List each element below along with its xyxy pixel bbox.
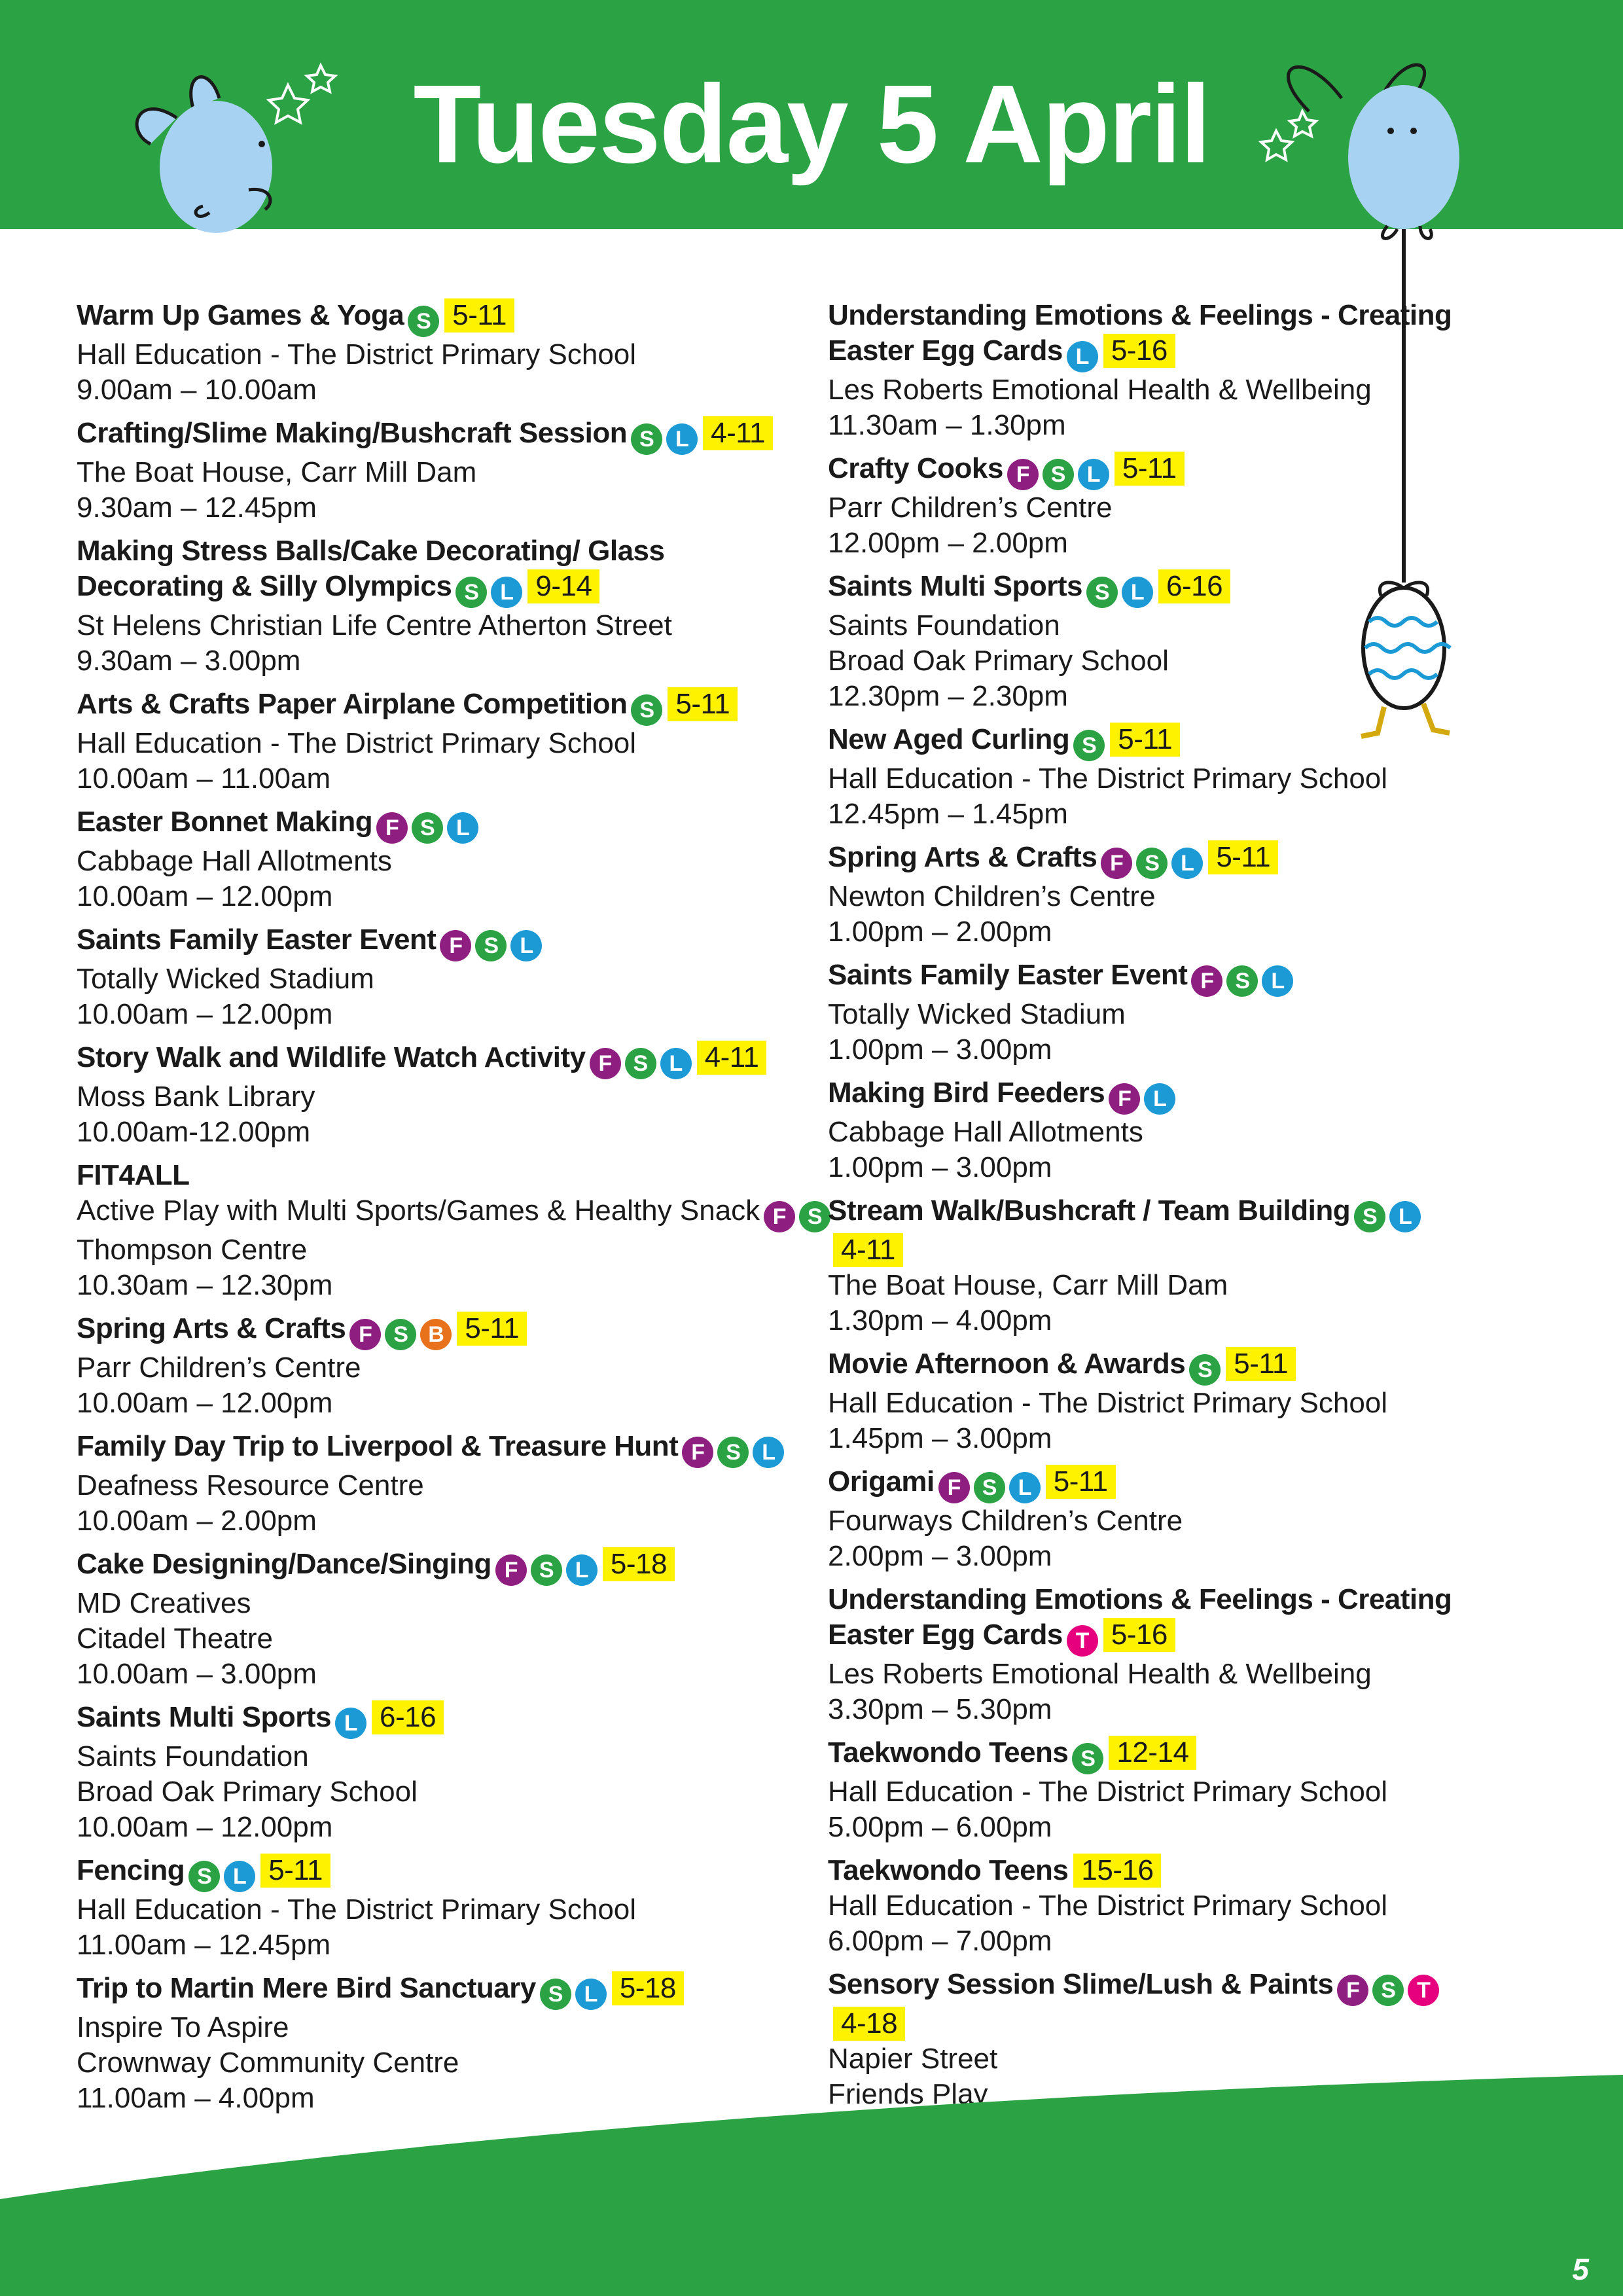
age-range-badge: 6-16	[372, 1700, 444, 1734]
event-title-line	[77, 1971, 816, 2010]
age-range-badge: 4-11	[697, 1041, 767, 1075]
event-detail-line	[77, 1621, 816, 1657]
age-range-badge: 5-11	[1046, 1465, 1116, 1499]
event-detail-text: Hall Education - The District Primary School	[77, 1893, 637, 1926]
badge-f-icon: F	[590, 1048, 621, 1079]
event-detail-text: 11.30am – 1.30pm	[828, 409, 1066, 441]
event-detail-text: Saints Foundation	[828, 609, 1060, 641]
event-detail-text: Friends Play	[828, 2078, 988, 2110]
event-detail-line	[77, 726, 816, 761]
age-range-badge: 5-11	[444, 298, 514, 332]
event-detail-text: 1.00pm – 3.00pm	[828, 1151, 1052, 1183]
event-detail-text: Cabbage Hall Allotments	[77, 845, 392, 877]
badge-f-icon: F	[1191, 965, 1222, 997]
event-detail-line	[828, 1774, 1456, 1810]
event-detail-text: 12.30pm – 2.30pm	[828, 680, 1068, 712]
event-detail-line	[77, 455, 816, 490]
event-item	[828, 451, 1456, 561]
event-title: Spring Arts & Crafts	[77, 1312, 346, 1344]
event-item	[77, 298, 816, 408]
event-detail-line	[77, 1928, 816, 1963]
event-title: Trip to Martin Mere Bird Sanctuary	[77, 1972, 536, 2004]
event-item	[828, 298, 1456, 443]
event-title: Making Stress Balls/Cake Decorating/ Glass Decorating & Silly Olympics	[77, 535, 665, 602]
badge-l-icon: L	[491, 577, 522, 608]
event-item	[77, 922, 816, 1032]
event-title-line	[828, 722, 1456, 761]
badge-s-icon: S	[1043, 459, 1074, 490]
event-detail-line	[77, 1386, 816, 1421]
age-range-badge: 5-11	[457, 1312, 527, 1346]
events-left-column	[77, 298, 823, 2124]
event-title-line	[828, 1346, 1456, 1386]
badge-s-icon: S	[1072, 1743, 1103, 1774]
badge-s-icon: S	[631, 423, 662, 455]
event-detail-text: Totally Wicked Stadium	[77, 963, 374, 995]
event-detail-line	[77, 337, 816, 372]
event-item	[77, 416, 816, 526]
event-detail-text: 10.00am-12.00pm	[77, 1116, 311, 1148]
age-range-badge: 5-11	[668, 687, 738, 721]
event-detail-line	[77, 1468, 816, 1503]
event-item	[77, 1853, 816, 1963]
event-detail-text: Citadel Theatre	[77, 1623, 274, 1655]
event-detail-line	[77, 1503, 816, 1539]
event-detail-line	[828, 1539, 1456, 1574]
event-title-line	[77, 1853, 816, 1892]
event-detail-text: The Boat House, Carr Mill Dam	[77, 456, 477, 488]
event-title-line	[77, 1429, 816, 1468]
event-detail-text: Fourways Children’s Centre	[828, 1505, 1183, 1537]
event-item	[828, 1464, 1456, 1574]
badge-s-icon: S	[188, 1861, 220, 1892]
event-detail-line	[828, 1032, 1456, 1067]
event-detail-text: Napier Street	[828, 2043, 998, 2075]
event-title: Crafting/Slime Making/Bushcraft Session	[77, 417, 628, 449]
badge-l-icon: L	[1078, 459, 1109, 490]
event-title-line	[828, 298, 1456, 372]
event-item	[77, 1158, 823, 1303]
event-detail-text: MD Creatives	[77, 1587, 251, 1619]
badge-s-icon: S	[540, 1979, 571, 2010]
event-title: Spring Arts & Crafts	[828, 841, 1097, 873]
event-detail-text: 2.00pm – 3.00pm	[828, 1540, 1052, 1572]
event-detail-text: Inspire To Aspire	[77, 2011, 289, 2043]
event-detail-line	[828, 761, 1456, 797]
badge-l-icon: L	[1122, 577, 1153, 608]
event-detail-text: Deafness Resource Centre	[77, 1469, 424, 1501]
event-title: Taekwondo Teens	[828, 1736, 1069, 1768]
badge-s-icon: S	[531, 1554, 562, 1586]
event-detail-line	[77, 1115, 816, 1150]
badge-s-icon: S	[625, 1048, 656, 1079]
event-detail-line	[77, 1232, 816, 1268]
event-detail-text: 10.00am – 12.00pm	[77, 880, 333, 912]
event-title-line	[77, 533, 816, 608]
event-title: Story Walk and Wildlife Watch Activity	[77, 1041, 586, 1073]
event-detail-line	[77, 879, 816, 914]
badge-s-icon: S	[1086, 577, 1118, 608]
event-title-line	[828, 1582, 1456, 1657]
page-number: 5	[1572, 2252, 1589, 2286]
badge-s-icon: S	[475, 930, 507, 961]
badge-l-icon: L	[447, 812, 478, 844]
event-item	[828, 1582, 1456, 1727]
event-detail-line	[828, 408, 1456, 443]
event-detail-text: 9.30am – 12.45pm	[77, 492, 317, 524]
event-title: Understanding Emotions & Feelings - Creating Easter Egg Cards	[828, 299, 1452, 367]
badge-f-icon: F	[495, 1554, 527, 1586]
age-range-badge: 5-11	[260, 1854, 330, 1888]
badge-s-icon: S	[799, 1201, 830, 1232]
event-detail-line	[77, 490, 816, 526]
footer-wave	[0, 2068, 1623, 2296]
event-detail-text: The Boat House, Carr Mill Dam	[828, 1269, 1228, 1301]
event-detail-text: 12.45pm – 1.45pm	[828, 798, 1068, 830]
event-detail-line	[828, 1303, 1456, 1338]
event-detail-text: 9.30am – 3.00pm	[77, 645, 301, 677]
event-detail-line	[828, 679, 1456, 714]
event-title: Making Bird Feeders	[828, 1077, 1105, 1109]
event-detail-line	[77, 643, 816, 679]
badge-f-icon: F	[376, 812, 408, 844]
event-detail-text: Crownway Community Centre	[77, 2047, 459, 2079]
event-item	[828, 1346, 1456, 1456]
badge-s-icon: S	[631, 694, 662, 726]
event-detail-text: Hall Education - The District Primary School	[828, 1776, 1388, 1808]
event-item	[828, 840, 1456, 950]
event-item	[77, 1700, 816, 1845]
badge-s-icon: S	[1136, 848, 1168, 879]
event-detail-line	[828, 1810, 1456, 1845]
event-detail-line	[77, 844, 816, 879]
badge-s-icon: S	[974, 1472, 1005, 1503]
event-detail-line	[77, 1268, 816, 1303]
event-item	[828, 1075, 1456, 1185]
event-detail-text: Hall Education - The District Primary School	[828, 1387, 1388, 1419]
badge-s-icon: S	[412, 812, 443, 844]
event-detail-text: Saints Foundation	[77, 1740, 309, 1772]
badge-s-icon: S	[1354, 1201, 1385, 1232]
event-item	[77, 1311, 816, 1421]
event-title: Cake Designing/Dance/Singing	[77, 1548, 491, 1580]
badge-f-icon: F	[1109, 1083, 1140, 1115]
event-detail-text: Les Roberts Emotional Health & Wellbeing	[828, 1658, 1372, 1690]
badge-l-icon: L	[335, 1708, 366, 1739]
age-range-badge: 12-14	[1109, 1736, 1196, 1770]
event-detail-text: Parr Children’s Centre	[828, 492, 1113, 524]
event-title: Crafty Cooks	[828, 452, 1003, 484]
event-title-line	[77, 687, 816, 726]
event-detail-line	[77, 1586, 816, 1621]
badge-f-icon: F	[1007, 459, 1039, 490]
event-detail-text: 1.00pm – 3.00pm	[828, 1033, 1052, 1066]
event-item	[77, 1429, 816, 1539]
event-detail-text: 5.00pm – 6.00pm	[828, 1811, 1052, 1843]
event-title: Movie Afternoon & Awards	[828, 1348, 1186, 1380]
event-title: Saints Multi Sports	[828, 570, 1082, 602]
event-title: Warm Up Games & Yoga	[77, 299, 404, 331]
badge-l-icon: L	[510, 930, 542, 961]
event-detail-line	[828, 914, 1456, 950]
event-title: Saints Family Easter Event	[828, 959, 1188, 991]
event-detail-line	[77, 1350, 816, 1386]
badge-l-icon: L	[666, 423, 698, 455]
event-detail-line	[77, 1774, 816, 1810]
event-detail-line	[77, 1657, 816, 1692]
event-title: FIT4ALL	[77, 1159, 190, 1191]
event-detail-text: Totally Wicked Stadium	[828, 998, 1126, 1030]
event-detail-line	[828, 1386, 1456, 1421]
event-title-line	[828, 569, 1456, 608]
age-range-badge: 6-16	[1158, 569, 1230, 603]
event-item	[828, 958, 1456, 1067]
event-detail-text: 10.00am – 2.00pm	[77, 1505, 317, 1537]
event-item	[828, 1853, 1456, 1959]
event-detail-text: 10.00am – 12.00pm	[77, 1811, 333, 1843]
event-detail-text: Hall Education - The District Primary School	[77, 338, 637, 370]
event-detail-line	[828, 1503, 1456, 1539]
event-detail-line	[828, 1692, 1456, 1727]
event-detail-text: 9.00am – 10.00am	[77, 374, 317, 406]
badge-f-icon: F	[1101, 848, 1132, 879]
event-title-line	[77, 1158, 816, 1193]
age-range-badge: 4-11	[833, 1233, 903, 1267]
badge-l-icon: L	[1171, 848, 1203, 879]
event-detail-text: Hall Education - The District Primary School	[828, 762, 1388, 795]
badge-f-icon: F	[938, 1472, 970, 1503]
event-detail-text: 10.00am – 12.00pm	[77, 1387, 333, 1419]
event-title-line	[828, 1193, 1456, 1268]
event-detail-text: 3.30pm – 5.30pm	[828, 1693, 1052, 1725]
badge-f-icon: F	[349, 1319, 381, 1350]
event-detail-line	[828, 1150, 1456, 1185]
event-title: Easter Bonnet Making	[77, 806, 373, 838]
event-detail-line	[828, 372, 1456, 408]
event-title-line	[77, 298, 816, 337]
age-range-badge: 5-16	[1103, 1618, 1175, 1652]
event-title-line	[77, 922, 816, 961]
event-detail-line	[828, 997, 1456, 1032]
event-item	[828, 722, 1456, 832]
badge-s-icon: S	[408, 306, 439, 337]
event-detail-text: Parr Children’s Centre	[77, 1352, 361, 1384]
event-title: Saints Family Easter Event	[77, 924, 437, 956]
badge-f-icon: F	[1337, 1975, 1368, 2006]
age-range-badge: 5-11	[1226, 1347, 1296, 1381]
badge-f-icon: F	[682, 1437, 713, 1468]
event-detail-line	[828, 608, 1456, 643]
page-title: Tuesday 5 April	[413, 62, 1210, 187]
event-item	[828, 1735, 1456, 1845]
age-range-badge: 4-18	[833, 2007, 905, 2041]
event-detail-line	[828, 797, 1456, 832]
event-title-line	[828, 958, 1456, 997]
age-range-badge: 5-18	[603, 1547, 675, 1581]
event-detail-line	[77, 997, 816, 1032]
event-title: Taekwondo Teens	[828, 1854, 1069, 1886]
badge-f-icon: F	[764, 1201, 795, 1232]
event-title: Understanding Emotions & Feelings - Creating Easter Egg Cards	[828, 1583, 1452, 1651]
event-item	[77, 1547, 816, 1692]
event-title-line	[828, 1075, 1456, 1115]
event-detail-line	[77, 761, 816, 797]
badge-l-icon: L	[660, 1048, 692, 1079]
event-detail-text: 11.00am – 12.45pm	[77, 1929, 331, 1961]
badge-t-icon: T	[1408, 1975, 1439, 2006]
event-detail-line	[828, 1657, 1456, 1692]
age-range-badge: 5-11	[1110, 723, 1180, 757]
event-title-line	[828, 1853, 1456, 1888]
event-title-line	[77, 1311, 816, 1350]
event-detail-text: 12.00pm – 2.00pm	[828, 527, 1068, 559]
event-title: Sensory Session Slime/Lush & Paints	[828, 1968, 1334, 2000]
badge-l-icon: L	[575, 1979, 607, 2010]
badge-l-icon: L	[566, 1554, 597, 1586]
badge-s-icon: S	[1226, 965, 1258, 997]
event-detail-line	[828, 879, 1456, 914]
event-detail-line	[77, 608, 816, 643]
event-detail-line	[828, 1115, 1456, 1150]
event-title: Saints Multi Sports	[77, 1701, 331, 1733]
age-range-badge: 5-11	[1115, 452, 1185, 486]
event-detail-text: 10.00am – 11.00am	[77, 762, 331, 795]
event-detail-text: Active Play with Multi Sports/Games & Healthy Snack	[77, 1194, 760, 1227]
event-detail-line	[828, 526, 1456, 561]
age-range-badge: 5-16	[1103, 334, 1175, 368]
event-detail-text: 6.00pm – 7.00pm	[828, 1925, 1052, 1957]
badge-l-icon: L	[224, 1861, 255, 1892]
event-detail-line	[77, 2010, 816, 2045]
badge-s-icon: S	[1073, 730, 1105, 761]
badge-l-icon: L	[1144, 1083, 1175, 1115]
event-detail-line	[828, 643, 1456, 679]
event-detail-text: Broad Oak Primary School	[77, 1776, 418, 1808]
event-detail-text: 10.00am – 12.00pm	[77, 998, 333, 1030]
age-range-badge: 15-16	[1073, 1854, 1161, 1888]
age-range-badge: 5-11	[1208, 840, 1278, 874]
badge-t-icon: T	[1067, 1625, 1098, 1657]
event-detail-text: 10.30am – 12.30pm	[77, 1269, 333, 1301]
event-item	[77, 533, 816, 679]
badge-l-icon: L	[1262, 965, 1293, 997]
badge-s-icon: S	[1189, 1354, 1221, 1386]
event-detail-text: Broad Oak Primary School	[828, 645, 1169, 677]
event-detail-text: Cabbage Hall Allotments	[828, 1116, 1143, 1148]
event-title-line	[828, 1967, 1456, 2041]
event-detail-text: Newton Children’s Centre	[828, 880, 1156, 912]
event-detail-line	[828, 1421, 1456, 1456]
event-title: Origami	[828, 1465, 935, 1498]
badge-l-icon: L	[1389, 1201, 1421, 1232]
event-item	[77, 687, 816, 797]
event-title: Stream Walk/Bushcraft / Team Building	[828, 1194, 1351, 1227]
badge-l-icon: L	[1067, 341, 1098, 372]
age-range-badge: 5-18	[612, 1971, 684, 2005]
event-title-line	[77, 1700, 816, 1739]
event-title: New Aged Curling	[828, 723, 1070, 755]
event-detail-text: Moss Bank Library	[77, 1081, 315, 1113]
event-title-line	[77, 1547, 816, 1586]
event-detail-line	[828, 490, 1456, 526]
event-title-line	[77, 416, 816, 455]
event-title-line	[828, 1464, 1456, 1503]
event-title-line	[77, 1040, 816, 1079]
event-detail-text: 1.00pm – 2.00pm	[828, 916, 1052, 948]
event-detail-line	[77, 1739, 816, 1774]
event-item	[828, 569, 1456, 714]
event-detail-text: 1.45pm – 3.00pm	[828, 1422, 1052, 1454]
event-detail-text: 10.00am – 3.00pm	[77, 1658, 317, 1690]
event-title: Fencing	[77, 1854, 185, 1886]
event-item	[77, 1040, 816, 1150]
event-detail-text: Hall Education - The District Primary School	[828, 1890, 1388, 1922]
event-detail-line	[77, 1079, 816, 1115]
event-detail-text: 11.00am – 4.00pm	[77, 2082, 315, 2114]
event-detail-line	[77, 1810, 816, 1845]
event-title-line	[77, 804, 816, 844]
event-title: Family Day Trip to Liverpool & Treasure Hunt	[77, 1430, 679, 1462]
badge-b-icon: B	[420, 1319, 452, 1350]
event-detail-text: Hall Education - The District Primary School	[77, 727, 637, 759]
events-right-column	[828, 298, 1456, 2155]
event-detail-line	[828, 1924, 1456, 1959]
event-title-line	[828, 451, 1456, 490]
event-detail-line	[828, 1888, 1456, 1924]
event-detail-line	[77, 1193, 823, 1232]
bunny-egg-left-illustration	[111, 52, 373, 236]
badge-l-icon: L	[753, 1437, 784, 1468]
badge-s-icon: S	[385, 1319, 416, 1350]
badge-s-icon: S	[1372, 1975, 1404, 2006]
event-detail-line	[828, 1268, 1456, 1303]
event-detail-text: Thompson Centre	[77, 1234, 308, 1266]
event-detail-text: St Helens Christian Life Centre Atherton Street	[77, 609, 672, 641]
event-detail-line	[77, 961, 816, 997]
event-item	[77, 804, 816, 914]
event-detail-line	[77, 1892, 816, 1928]
badge-l-icon: L	[1009, 1472, 1041, 1503]
event-detail-line	[77, 372, 816, 408]
badge-s-icon: S	[455, 577, 487, 608]
event-detail-text: 1.30pm – 4.00pm	[828, 1304, 1052, 1336]
event-detail-text: Les Roberts Emotional Health & Wellbeing	[828, 374, 1372, 406]
age-range-badge: 4-11	[703, 416, 773, 450]
event-title-line	[828, 840, 1456, 879]
event-title-line	[828, 1735, 1456, 1774]
event-item	[828, 1193, 1456, 1338]
badge-s-icon: S	[717, 1437, 749, 1468]
badge-f-icon: F	[440, 930, 471, 961]
age-range-badge: 9-14	[527, 569, 599, 603]
event-title: Arts & Crafts Paper Airplane Competition	[77, 688, 628, 720]
